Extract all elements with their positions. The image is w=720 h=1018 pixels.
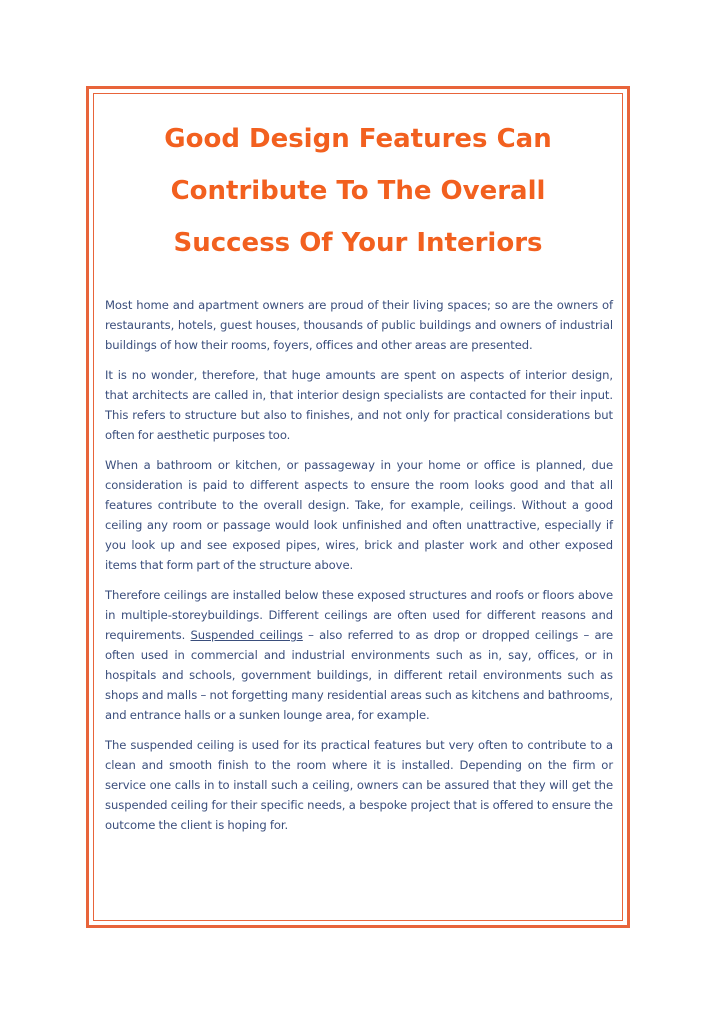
paragraph-3: When a bathroom or kitchen, or passageway in your home or office is planned, due consideration is paid to different aspects to ensure the room looks good and that all features contribute to the overall design. Take, for example, ceilings. Without a good ceiling any room or passage would look unfinished and often unattractive, especially if you look up and see exposed pipes, wires, brick and plaster work and other exposed items that form part of the structure above. (105, 458, 613, 572)
paragraph-4-lead: Therefore ceilings are installed below these exposed structures and roofs or floors above in multiple-storeybuildings. Different ceilings are often used for different reasons and requirements. (105, 588, 613, 642)
paragraph-4 (105, 585, 613, 725)
page-border-frame (86, 86, 630, 928)
article-body (105, 295, 613, 845)
paragraph-5: The suspended ceiling is used for its practical features but very often to contribute to a clean and smooth finish to the room where it is installed. Depending on the firm or service one calls in to install such a ceiling, owners can be assured that they will get the suspended ceiling for their specific needs, a bespoke project that is offered to ensure the outcome the client is hoping for. (105, 738, 613, 832)
paragraph-2: It is no wonder, therefore, that huge amounts are spent on aspects of interior design, that architects are called in, that interior design specialists are contacted for their input. This refers to structure but also to finishes, and not only for practical considerations but often for aesthetic purposes too. (105, 368, 613, 442)
paragraph-1: Most home and apartment owners are proud of their living spaces; so are the owners of restaurants, hotels, guest houses, thousands of public buildings and owners of industrial buildings of how their rooms, foyers, offices and other areas are presented. (105, 298, 613, 352)
document-title: Good Design Features Can Contribute To The Overall Success Of Your Interiors (164, 124, 552, 258)
suspended-ceilings-link[interactable]: Suspended ceilings (190, 628, 303, 642)
paragraph-4-tail: – also referred to as drop or dropped ceilings – are often used in commercial and industrial environments such as in, say, offices, or in hospitals and schools, government buildings, in different retail environments such as shops and malls – not forgetting many residential areas such as kitchens and bathrooms, and entrance halls or a sunken lounge area, for example. (105, 628, 614, 722)
